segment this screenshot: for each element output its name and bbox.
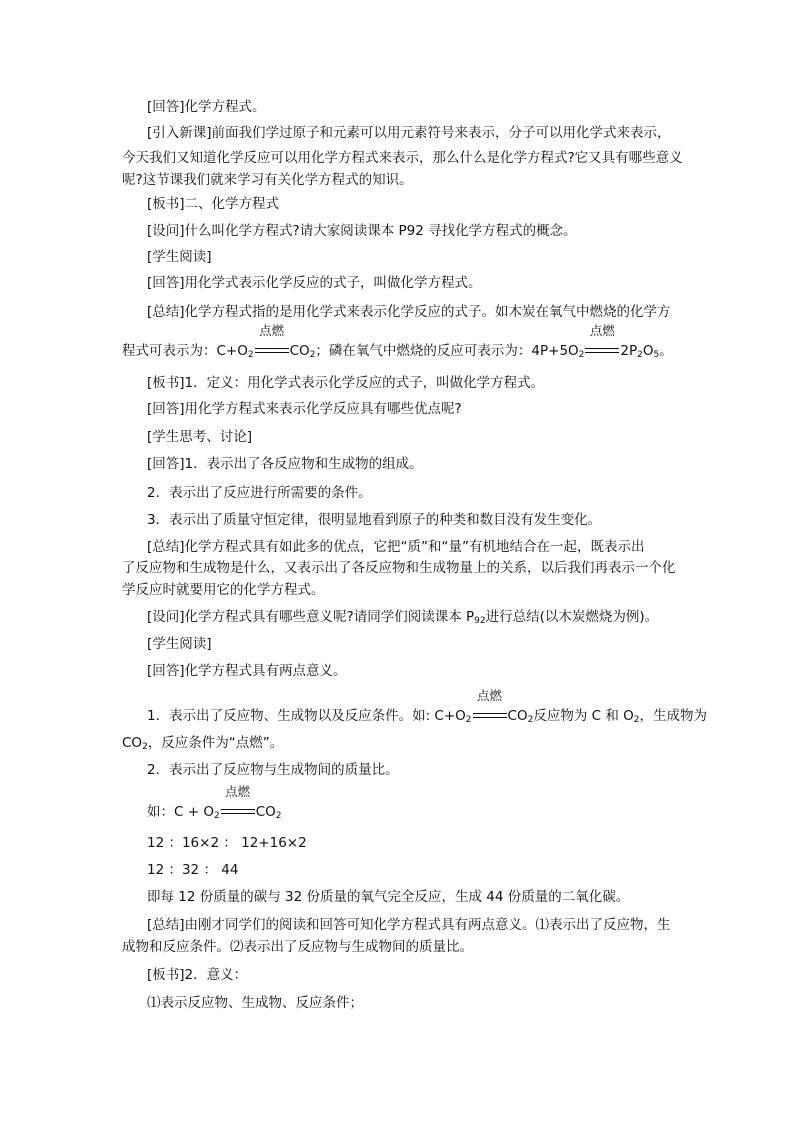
text-line: [回答]1．表示出了各反应物和生成物的组成。 [147,456,423,472]
reaction-arrow: 点燃 [254,341,290,361]
text-line: $CO_2$，反应条件为“点燃”。 [122,735,284,752]
text-line: [设问]化学方程式具有哪些意义呢?请同学们阅读课本 $P_{92}$进行总结(以木炭燃烧为例)。 [147,609,659,626]
equation-line: 程式可表示为：$C+O_2$ 点燃 $CO_2$；磷在氧气中燃烧的反应可表示为：$4P+5O_2$ 点燃 $2P_2O_5$。 [122,323,673,360]
text-line: 3．表示出了质量守恒定律，很明显地看到原子的种类和数目没有发生变化。 [147,512,602,528]
text-line: 成物和反应条件。⑵表示出了反应物与生成物间的质量比。 [122,939,473,955]
text-line: 即每 12 份质量的碳与 32 份质量的氧气完全反应，生成 44 份质量的二氧化碳。 [147,889,630,905]
text-line: [学生阅读] [147,636,212,652]
text-line: [总结]化学方程式指的是用化学式来表示化学反应的式子。如木炭在氧气中燃烧的化学方 [147,304,671,320]
text-line: 呢?这节课我们就来学习有关化学方程式的知识。 [122,172,413,188]
text-line: [学生思考、讨论] [147,429,253,445]
text-line: [回答]化学方程式具有两点意义。 [147,663,347,679]
reaction-arrow: 点燃 [584,341,620,361]
board-heading: [板书]二、化学方程式 [147,196,280,212]
text-line: [总结]化学方程式具有如此多的优点，它把“质”和“量”有机地结合在一起，既表示出 [147,539,645,555]
text-line: [学生阅读] [147,249,212,265]
text-line: 2．表示出了反应物与生成物间的质量比。 [147,762,399,778]
text-line: [回答]化学方程式。 [147,99,266,115]
equation-line: 如：$C + O_2$ 点燃 $CO_2$ [147,784,282,821]
text-line: 今天我们又知道化学反应可以用化学方程式来表示，那么什么是化学方程式?它又具有哪些意义 [122,150,683,166]
text-line: [回答]用化学式表示化学反应的式子，叫做化学方程式。 [147,275,482,291]
text-line: 2．表示出了反应进行所需要的条件。 [147,485,372,501]
reaction-arrow: 点燃 [472,706,508,726]
text-line: 了反应物和生成物是什么，又表示出了各反应物和生成物量上的关系，以后我们再表示一个化 [122,560,676,576]
board-heading: [板书]1．定义：用化学式表示化学反应的式子，叫做化学方程式。 [147,375,545,391]
text-line: [回答]用化学方程式来表示化学反应具有哪些优点呢? [147,401,462,417]
text-line: [引入新课]前面我们学过原子和元素可以用元素符号来表示，分子可以用化学式来表示， [147,125,671,141]
text-line: [总结]由刚才同学们的阅读和回答可知化学方程式具有两点意义。⑴表示出了反应物，生 [147,917,671,933]
text-line: ⑴表示反应物、生成物、反应条件； [147,995,363,1011]
mass-ratio-line: 12 ：32 ： 44 [147,862,239,878]
mass-ratio-line: 12 ：16×2 ： 12+16×2 [147,835,307,851]
text-line: 学反应时就要用它的化学方程式。 [122,582,325,598]
reaction-arrow: 点燃 [220,802,256,822]
equation-line: 1．表示出了反应物、生成物以及反应条件。如: $C+O_2$ 点燃 $CO_2$反应物为 C 和 $O_2$，生成物为 [147,688,707,725]
text-line: [设问]什么叫化学方程式?请大家阅读课本 P92 寻找化学方程式的概念。 [147,223,577,239]
board-heading: [板书]2．意义： [147,967,248,983]
